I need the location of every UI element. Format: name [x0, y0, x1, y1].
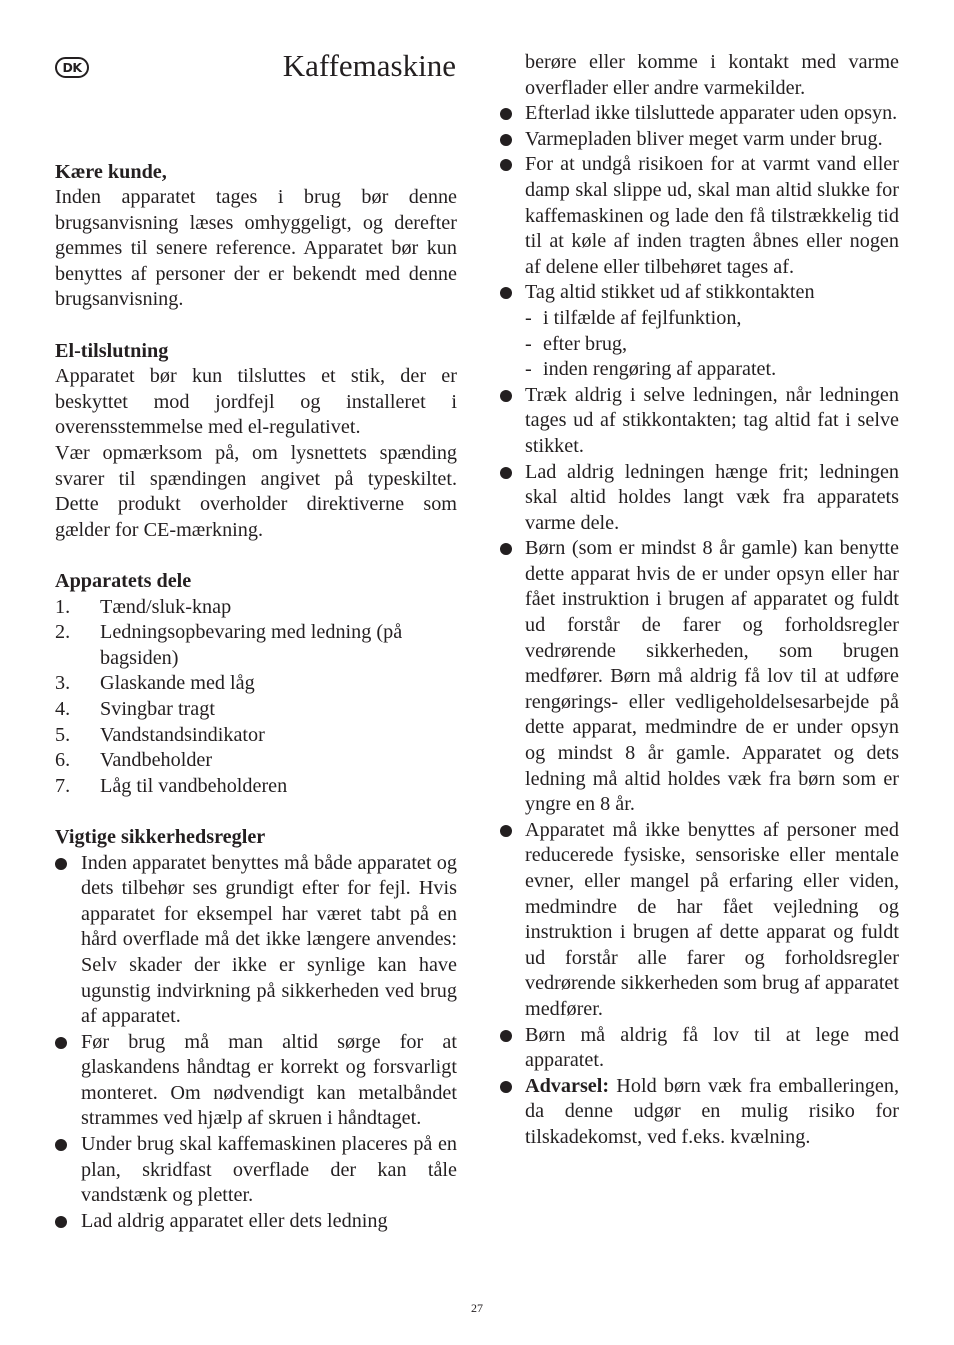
unplug-subitem-text: inden rengøring af apparatet.: [543, 358, 777, 381]
parts-item: [55, 697, 457, 723]
bullet-icon: [500, 543, 512, 555]
safety-item-text: Inden apparatet benyttes må både apparatet og dets tilbehør ses grundigt efter for fejl. Hvis apparatet for eksempel har været tabt på en hård overflade må det ikke længere anvendes: Selv skader der ikke er synlige kan have ugunstig indvirkning på sikkerheden ved brug af apparatet.: [81, 851, 457, 1028]
parts-item-number: 5.: [55, 723, 71, 746]
bullet-icon: [500, 287, 512, 299]
safety-list-right: [500, 101, 899, 306]
bullet-icon: [55, 1037, 67, 1049]
unplug-subitem: - inden rengøring af apparatet.: [525, 358, 777, 381]
right-column: [500, 50, 899, 1151]
bullet-icon: [55, 1216, 67, 1228]
bullet-icon: [55, 858, 67, 870]
bullet-icon: [500, 825, 512, 837]
parts-item: [55, 723, 457, 749]
parts-item-text: Tænd/sluk-knap: [100, 595, 232, 618]
safety-item-text: Tag altid stikket ud af stikkontakten: [525, 281, 815, 304]
safety-item: [500, 127, 899, 153]
parts-item-number: 6.: [55, 749, 71, 772]
unplug-subitem: - efter brug,: [525, 332, 628, 355]
safety-item-text: Lad aldrig apparatet eller dets ledning: [81, 1209, 388, 1232]
intro-heading: Kære kunde,: [55, 160, 167, 183]
parts-list: [55, 595, 457, 800]
safety-heading: Vigtige sikkerhedsregler: [55, 825, 266, 848]
bullet-icon: [500, 467, 512, 479]
safety-item-text: Varmepladen bliver meget varm under brug.: [525, 127, 883, 150]
safety-item: [500, 1023, 899, 1074]
safety-item: [500, 536, 899, 818]
el-paragraph-1: Apparatet bør kun tilsluttes et stik, der er beskyttet mod jordfejl og installeret i overensstemmelse med el-regulativet.: [55, 365, 457, 439]
safety-item-text: Apparatet må ikke benyttes af personer med reducerede fysiske, sensoriske eller mentale evner, eller mangel på erfaring eller viden, medmindre de har fået vejledning og instruktion i brugen af dette apparat og fuldt ud forstår alle farer og forholdsregler vedrørende sikkerheden som brug af apparatet medfører.: [525, 818, 899, 1020]
unplug-subitem-text: i tilfælde af fejlfunktion,: [543, 306, 742, 329]
parts-item-text: Glaskande med låg: [100, 672, 255, 695]
parts-item-text: Vandstandsindikator: [100, 723, 265, 746]
safety-item: [55, 851, 457, 1030]
safety-item: [500, 460, 899, 537]
parts-heading: Apparatets dele: [55, 570, 192, 592]
safety-item: [500, 383, 899, 460]
safety-list-right-2: [500, 383, 899, 1151]
bullet-icon: [500, 390, 512, 402]
safety-list-left: [55, 851, 457, 1235]
parts-item-number: 2.: [55, 621, 71, 644]
unplug-subitem-text: efter brug,: [543, 332, 628, 355]
warning-text: Hold børn væk fra emballeringen, da denne udgør en mulig risiko for tilskadekomst, ved f.eks. kvælning.: [525, 1074, 899, 1148]
safety-item-text: Under brug skal kaffemaskinen placeres på en plan, skridfast overflade der kan tåle vandstænk og pletter.: [81, 1133, 457, 1207]
parts-item-number: 7.: [55, 774, 71, 797]
intro-text: Inden apparatet tages i brug bør denne brugsanvisning læses omhyggeligt, og derefter gemmes til senere reference. Apparatet bør kun benyttes af personer der er bekendt med denne brugsanvisning.: [55, 186, 457, 311]
safety-item: [55, 1209, 457, 1235]
parts-item: [55, 774, 457, 800]
parts-item: [55, 620, 457, 671]
bullet-icon: [55, 1139, 67, 1151]
safety-item-text: Lad aldrig ledningen hænge frit; ledningen skal altid holdes langt væk fra apparatets varme dele.: [525, 460, 899, 534]
safety-item: [55, 1030, 457, 1132]
el-heading: El-tilslutning: [55, 339, 169, 362]
bullet-icon: [500, 1081, 512, 1093]
parts-item-text: Ledningsopbevaring med ledning (på bagsiden): [100, 621, 403, 669]
unplug-subitem: - i tilfælde af fejlfunktion,: [525, 306, 742, 329]
parts-item: [55, 748, 457, 774]
safety-item-text: Børn må aldrig få lov til at lege med apparatet.: [525, 1023, 899, 1072]
parts-item: [55, 595, 457, 621]
page-title: Kaffemaskine: [282, 48, 456, 83]
safety-item: [500, 101, 899, 127]
safety-item-text: Børn (som er mindst 8 år gamle) kan benytte dette apparat hvis de er under opsyn eller har fået instruktion i brugen af apparatet og fuldt ud forstår de farer og forholdsregler vedrørende sikkerheden, som brugen medfører. Børn må aldrig få lov til at udføre rengørings- eller vedligeholdelsesarbejde på dette apparat, medmindre de er under opsyn og mindst 8 år gamle. Apparatet og dets ledning må altid holdes væk fra børn som er yngre en 8 år.: [525, 537, 899, 816]
parts-item-number: 1.: [55, 595, 71, 618]
safety-item-text: For at undgå risikoen for at varmt vand eller damp skal slippe ud, skal man altid slukke for kaffemaskinen og lade den få tilstrækkelig tid til at køle af inden tragten åbnes eller nogen af delene eller tilbehøret tages af.: [525, 153, 899, 278]
page-number: 27: [471, 1301, 483, 1315]
parts-item-text: Vandbeholder: [100, 749, 213, 772]
safety-item: [55, 1132, 457, 1209]
language-badge: DK: [55, 57, 89, 78]
safety-item-text: Før brug må man altid sørge for at glaskandens håndtag er korrekt og forsvarligt monteret. Om nødvendigt kan metalbåndet strammes ved hjælp af skruen i håndtaget.: [81, 1030, 457, 1130]
safety-item-text: Træk aldrig i selve ledningen, når ledningen tages ud af stikkontakten; tag altid fat i selve stikket.: [525, 383, 899, 457]
bullet-icon: [500, 134, 512, 146]
parts-item-number: 4.: [55, 697, 71, 720]
warning-item: [500, 1074, 899, 1151]
safety-item: [500, 818, 899, 1023]
safety-item-continuation: berøre eller komme i kontakt med varme overflader eller andre varmekilder.: [525, 51, 899, 99]
parts-item-number: 3.: [55, 672, 71, 695]
warning-label: Advarsel:: [525, 1074, 610, 1097]
bullet-icon: [500, 108, 512, 120]
safety-item: [500, 280, 899, 306]
bullet-icon: [500, 159, 512, 171]
left-column: [55, 160, 457, 1235]
safety-item-text: Efterlad ikke tilsluttede apparater uden opsyn.: [525, 102, 898, 125]
parts-item-text: Låg til vandbeholderen: [100, 774, 288, 797]
el-paragraph-2: Vær opmærksom på, om lysnettets spænding svarer til spændingen angivet på typeskiltet. Dette produkt overholder direktiverne som gælder for CE-mærkning.: [55, 442, 457, 541]
parts-item-text: Svingbar tragt: [100, 697, 215, 720]
safety-item: [500, 152, 899, 280]
parts-item: [55, 671, 457, 697]
bullet-icon: [500, 1030, 512, 1042]
